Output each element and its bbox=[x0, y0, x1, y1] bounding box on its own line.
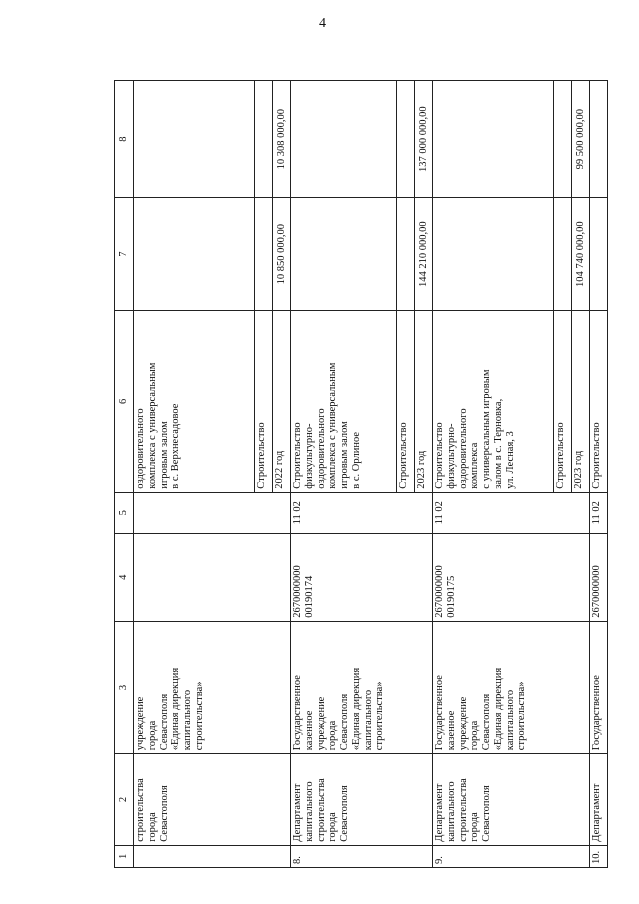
header-cell-4: 4 bbox=[115, 533, 134, 621]
section-code-cell: 11 02 bbox=[590, 492, 608, 533]
page-number: 4 bbox=[319, 16, 326, 31]
customer-cell: Государственное bbox=[590, 621, 608, 754]
customer-cell: учреждение города Севастополя «Единая дирекция капитального строительства» bbox=[134, 621, 291, 754]
item-number: 9. bbox=[433, 845, 590, 867]
header-cell-5: 5 bbox=[115, 492, 134, 533]
header-cell-8: 8 bbox=[115, 81, 134, 198]
object-name-cell: Строительство физкультурно- оздоровительного комплекса с универсальным игровым залом в с. Терновка, ул. Лесная, 3 bbox=[433, 310, 554, 492]
header-cell-3: 3 bbox=[115, 621, 134, 754]
header-cell-6: 6 bbox=[115, 310, 134, 492]
amount-cell bbox=[397, 81, 415, 198]
executor-cell: Департамент капитального строительства города Севастополя bbox=[291, 754, 433, 845]
executor-cell: строительства города Севастополя bbox=[134, 754, 291, 845]
year-cell: 2023 год bbox=[572, 310, 590, 492]
budget-code-cell: 2670000000 bbox=[590, 533, 608, 621]
header-cell-7: 7 bbox=[115, 198, 134, 311]
section-code-cell: 11 02 bbox=[291, 492, 433, 533]
budget-code-cell: 2670000000 00190174 bbox=[291, 533, 433, 621]
amount-cell bbox=[433, 198, 554, 311]
header-cell-1: 1 bbox=[115, 845, 134, 867]
object-name-cell: оздоровительного комплекса с универсальным игровым залом в с. Верхнесадовое bbox=[134, 310, 255, 492]
rotated-table-wrapper bbox=[114, 80, 602, 868]
amount-cell bbox=[134, 81, 255, 198]
item-number bbox=[134, 845, 291, 867]
amount-cell bbox=[291, 81, 397, 198]
amount-cell bbox=[433, 81, 554, 198]
amount-cell: 10 850 000,00 bbox=[273, 198, 291, 311]
header-row bbox=[115, 81, 134, 868]
header-cell-2: 2 bbox=[115, 754, 134, 845]
year-cell: 2023 год bbox=[415, 310, 433, 492]
amount-cell bbox=[590, 198, 608, 311]
amount-cell: 137 000 000,00 bbox=[415, 81, 433, 198]
section-code-cell bbox=[134, 492, 291, 533]
year-cell: 2022 год bbox=[273, 310, 291, 492]
customer-cell: Государственное казенное учреждение города Севастополя «Единая дирекция капитального строительства» bbox=[291, 621, 433, 754]
object-name-cell: Строительство физкультурно- оздоровительного комплекса с универсальным игровым залом в с. Орлиное bbox=[291, 310, 397, 492]
amount-cell: 10 308 000,00 bbox=[273, 81, 291, 198]
table-row bbox=[134, 81, 255, 868]
amount-cell bbox=[590, 81, 608, 198]
amount-cell bbox=[255, 198, 273, 311]
table-row bbox=[590, 81, 608, 868]
executor-cell: Департамент капитального строительства города Севастополя bbox=[433, 754, 590, 845]
budget-code-cell bbox=[134, 533, 291, 621]
table-row bbox=[433, 81, 554, 868]
amount-cell bbox=[291, 198, 397, 311]
budget-code-cell: 2670000000 00190175 bbox=[433, 533, 590, 621]
item-number: 10. bbox=[590, 845, 608, 867]
object-name-cell: Строительство bbox=[590, 310, 608, 492]
amount-cell: 104 740 000,00 bbox=[572, 198, 590, 311]
budget-table bbox=[114, 80, 608, 868]
amount-cell bbox=[397, 198, 415, 311]
work-type-cell: Строительство bbox=[255, 310, 273, 492]
section-code-cell: 11 02 bbox=[433, 492, 590, 533]
item-number: 8. bbox=[291, 845, 433, 867]
amount-cell bbox=[554, 198, 572, 311]
amount-cell: 99 500 000,00 bbox=[572, 81, 590, 198]
amount-cell bbox=[255, 81, 273, 198]
executor-cell: Департамент bbox=[590, 754, 608, 845]
amount-cell: 144 210 000,00 bbox=[415, 198, 433, 311]
work-type-cell: Строительство bbox=[397, 310, 415, 492]
amount-cell bbox=[554, 81, 572, 198]
customer-cell: Государственное казенное учреждение города Севастополя «Единая дирекция капитального строительства» bbox=[433, 621, 590, 754]
table-row bbox=[291, 81, 397, 868]
work-type-cell: Строительство bbox=[554, 310, 572, 492]
amount-cell bbox=[134, 198, 255, 311]
